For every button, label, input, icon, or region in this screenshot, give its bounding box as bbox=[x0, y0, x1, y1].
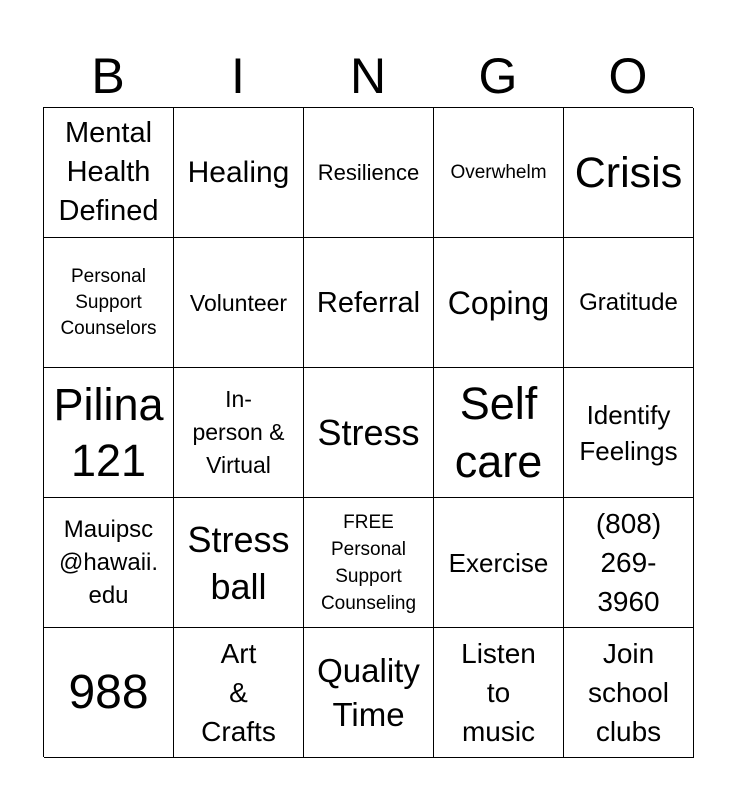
bingo-cell[interactable] bbox=[564, 628, 694, 758]
bingo-cell[interactable] bbox=[564, 238, 694, 368]
bingo-cell[interactable] bbox=[44, 368, 174, 498]
bingo-cell[interactable] bbox=[304, 368, 434, 498]
cell-label: Exercise bbox=[448, 547, 549, 578]
bingo-cell[interactable] bbox=[564, 108, 694, 238]
bingo-cell[interactable] bbox=[304, 238, 434, 368]
bingo-cell[interactable] bbox=[44, 498, 174, 628]
cell-label: Coping bbox=[447, 284, 550, 321]
cell-label: FREE Personal Support Counseling bbox=[320, 511, 417, 614]
bingo-cell[interactable] bbox=[564, 368, 694, 498]
bingo-cell[interactable] bbox=[304, 498, 434, 628]
bingo-cell[interactable] bbox=[44, 628, 174, 758]
cell-label: Pilina 121 bbox=[53, 378, 164, 486]
cell-label: Quality Time bbox=[317, 651, 420, 733]
cell-label: Art & Crafts bbox=[201, 638, 276, 747]
cell-label: In- person & Virtual bbox=[192, 386, 285, 478]
bingo-cell[interactable] bbox=[434, 108, 564, 238]
cell-label: Listen to music bbox=[461, 638, 536, 747]
bingo-cell[interactable] bbox=[174, 108, 304, 238]
cell-label: Mental Health Defined bbox=[58, 117, 159, 227]
bingo-board bbox=[43, 107, 693, 757]
cell-label: Healing bbox=[187, 155, 290, 189]
cell-label: 988 bbox=[68, 665, 149, 719]
cell-label: Identify Feelings bbox=[579, 399, 678, 466]
cell-label: Mauipsc @hawaii. edu bbox=[58, 516, 159, 609]
cell-label: (808) 269- 3960 bbox=[595, 508, 662, 617]
header-letter-b: B bbox=[91, 48, 125, 104]
cell-label: Volunteer bbox=[189, 289, 288, 316]
bingo-cell[interactable] bbox=[174, 628, 304, 758]
bingo-cell[interactable] bbox=[174, 498, 304, 628]
bingo-cell[interactable] bbox=[434, 368, 564, 498]
bingo-cell[interactable] bbox=[304, 628, 434, 758]
cell-label: Join school clubs bbox=[588, 638, 669, 747]
cell-label: Personal Support Counselors bbox=[60, 265, 157, 339]
cell-label: Resilience bbox=[317, 159, 420, 185]
header-letter-g: G bbox=[478, 48, 518, 104]
cell-label: Referral bbox=[316, 286, 421, 319]
bingo-cell[interactable] bbox=[434, 628, 564, 758]
cell-label: Self care bbox=[454, 377, 543, 487]
bingo-cell[interactable] bbox=[304, 108, 434, 238]
cell-label: Stress bbox=[317, 411, 420, 453]
bingo-cell[interactable] bbox=[174, 238, 304, 368]
cell-label: Gratitude bbox=[579, 288, 678, 316]
cell-label: Overwhelm bbox=[450, 161, 547, 183]
header-letter-o: O bbox=[608, 48, 648, 104]
bingo-cell[interactable] bbox=[564, 498, 694, 628]
header-letter-i: I bbox=[231, 48, 245, 104]
header-letter-n: N bbox=[349, 48, 387, 104]
bingo-cell[interactable] bbox=[44, 108, 174, 238]
bingo-cell[interactable] bbox=[434, 238, 564, 368]
bingo-header bbox=[43, 44, 693, 108]
bingo-cell[interactable] bbox=[434, 498, 564, 628]
cell-label: Crisis bbox=[574, 148, 683, 197]
bingo-cell[interactable] bbox=[174, 368, 304, 498]
cell-label: Stress ball bbox=[187, 518, 290, 607]
bingo-cell[interactable] bbox=[44, 238, 174, 368]
